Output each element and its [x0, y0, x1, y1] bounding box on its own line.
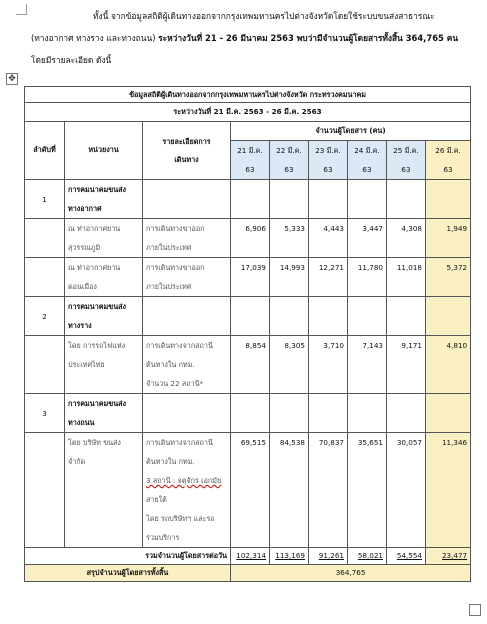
- header-order: ลำดับที่: [25, 122, 65, 180]
- table-period-row: [25, 103, 471, 122]
- section-3-group-row: [25, 394, 471, 433]
- row-agency: ณ ท่าอากาศยาน ดอนเมือง: [65, 258, 143, 297]
- row-detail: การเดินทางขาออก ภายในประเทศ: [143, 258, 231, 297]
- header-day-3: 23 มี.ค. 63: [309, 141, 348, 180]
- intro-line-2-prefix: (ทางอากาศ ทางราง และทางถนน): [31, 33, 159, 43]
- table-title: ข้อมูลสถิติผู้เดินทางออกจากกรุงเทพมหานครไปต่างจังหวัด กระทรวงคมนาคม: [25, 87, 471, 103]
- row-agency: โดย บริษัท ขนส่ง จำกัด: [65, 433, 143, 548]
- daily-total-cell: 102,314: [231, 548, 270, 565]
- table-row: [25, 219, 471, 258]
- value-cell: 8,854: [231, 336, 270, 394]
- table-resize-handle-icon[interactable]: [469, 604, 481, 616]
- value-cell: 4,443: [309, 219, 348, 258]
- row-detail: การเดินทางจากสถานี ต้นทางใน กทม. 3 สถานี : จตุจักร เอกมัย สายใต้ โดย รถบริษัทฯ และรถ ร่วมบริการ: [143, 433, 231, 548]
- section-1-group-row: [25, 180, 471, 219]
- value-cell: 35,651: [348, 433, 387, 548]
- section-2-group-row: [25, 297, 471, 336]
- table-title-row: [25, 87, 471, 103]
- daily-total-cell: 91,261: [309, 548, 348, 565]
- table-row: [25, 258, 471, 297]
- intro-line-2: [31, 27, 471, 49]
- value-cell: 14,993: [270, 258, 309, 297]
- header-detail-line-1: รายละเอียดการ: [162, 136, 211, 146]
- value-cell: 6,906: [231, 219, 270, 258]
- section-1-group: การคมนาคมขนส่ง ทางอากาศ: [65, 180, 143, 219]
- value-cell: 8,305: [270, 336, 309, 394]
- section-2-number: 2: [25, 297, 65, 336]
- value-cell: 5,372: [426, 258, 471, 297]
- daily-total-row: [25, 548, 471, 565]
- daily-total-cell: 113,169: [270, 548, 309, 565]
- value-cell: 70,837: [309, 433, 348, 548]
- value-cell: 17,039: [231, 258, 270, 297]
- intro-line-2-bold: ระหว่างวันที่ 21 - 26 มีนาคม 2563 พบว่ามีจำนวนผู้โดยสารทั้งสิ้น 364,765 คน: [158, 33, 459, 43]
- value-cell: 1,949: [426, 219, 471, 258]
- section-1-number: 1: [25, 180, 65, 219]
- header-day-6: 26 มี.ค. 63: [426, 141, 471, 180]
- passenger-statistics-table: [24, 86, 471, 582]
- value-cell: 11,018: [387, 258, 426, 297]
- intro-line-3: โดยมีรายละเอียด ดังนี้: [31, 55, 112, 65]
- section-3-group: การคมนาคมขนส่ง ทางถนน: [65, 394, 143, 433]
- header-day-4: 24 มี.ค. 63: [348, 141, 387, 180]
- row-detail: การเดินทางขาออก ภายในประเทศ: [143, 219, 231, 258]
- grand-total-row: [25, 565, 471, 582]
- header-day-1: 21 มี.ค. 63: [231, 141, 270, 180]
- table-period: ระหว่างวันที่ 21 มี.ค. 2563 - 26 มี.ค. 2563: [25, 103, 471, 122]
- section-2-group: การคมนาคมขนส่ง ทางราง: [65, 297, 143, 336]
- table-row: [25, 433, 471, 548]
- value-cell: 4,810: [426, 336, 471, 394]
- value-cell: 3,447: [348, 219, 387, 258]
- daily-total-cell: 54,554: [387, 548, 426, 565]
- header-detail: [143, 122, 231, 180]
- grand-total-label: สรุปจำนวนผู้โดยสารทั้งสิ้น: [25, 565, 231, 582]
- value-cell: 7,143: [348, 336, 387, 394]
- table-row: [25, 336, 471, 394]
- value-cell: 9,171: [387, 336, 426, 394]
- value-cell: 5,333: [270, 219, 309, 258]
- row-detail: การเดินทางจากสถานี ต้นทางใน กทม. จำนวน 22 สถานี*: [143, 336, 231, 394]
- value-cell: 69,515: [231, 433, 270, 548]
- grand-total-value: 364,765: [231, 565, 471, 582]
- value-cell: 84,538: [270, 433, 309, 548]
- value-cell: 3,710: [309, 336, 348, 394]
- value-cell: 4,308: [387, 219, 426, 258]
- value-cell: 30,057: [387, 433, 426, 548]
- intro-line-1: ทั้งนี้ จากข้อมูลสถิติผู้เดินทางออกจากกรุงเทพมหานครไปต่างจังหวัดโดยใช้ระบบขนส่งสาธารณะ: [93, 11, 435, 21]
- header-agency: หน่วยงาน: [65, 122, 143, 180]
- row-agency: ณ ท่าอากาศยาน สุวรรณภูมิ: [65, 219, 143, 258]
- daily-total-cell: 58,021: [348, 548, 387, 565]
- header-row-1: [25, 122, 471, 141]
- header-day-2: 22 มี.ค. 63: [270, 141, 309, 180]
- intro-paragraph: [31, 5, 471, 71]
- value-cell: 11,346: [426, 433, 471, 548]
- daily-total-cell: 23,477: [426, 548, 471, 565]
- value-cell: 12,271: [309, 258, 348, 297]
- value-cell: 11,780: [348, 258, 387, 297]
- row-agency: โดย การรถไฟแห่ง ประเทศไทย: [65, 336, 143, 394]
- header-passengers: จำนวนผู้โดยสาร (คน): [231, 122, 471, 141]
- header-day-5: 25 มี.ค. 63: [387, 141, 426, 180]
- table-move-handle-icon[interactable]: ✥: [6, 73, 18, 85]
- section-3-number: 3: [25, 394, 65, 433]
- page-corner-mark-top-left: [16, 4, 27, 15]
- header-detail-line-2: เดินทาง: [174, 154, 199, 164]
- daily-total-label: รวมจำนวนผู้โดยสารต่อวัน: [25, 548, 231, 565]
